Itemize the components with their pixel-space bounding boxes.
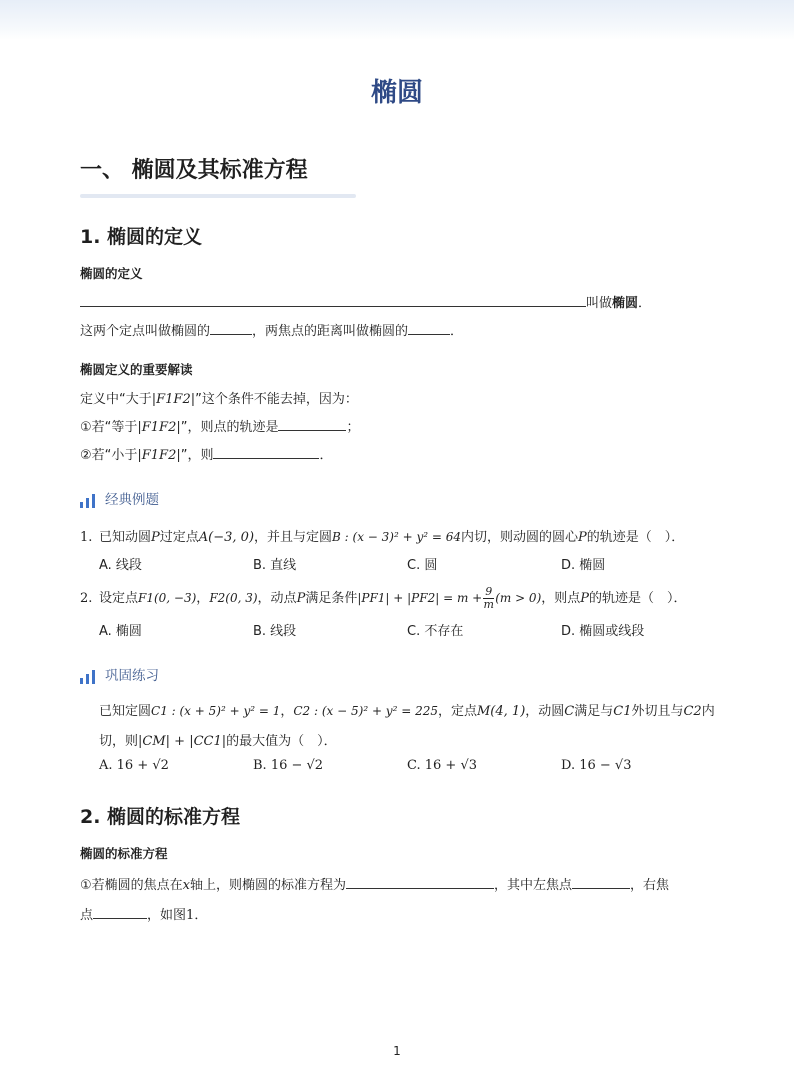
section-underline xyxy=(80,194,356,198)
text: 设定点 xyxy=(99,591,139,606)
examples-label xyxy=(80,488,159,508)
text: ，如图 xyxy=(147,908,187,923)
text: ． xyxy=(194,908,208,923)
math: P xyxy=(578,530,587,545)
text: ，并且与定圆 xyxy=(254,530,333,545)
math: M(4, 1) xyxy=(477,704,526,719)
text: ， xyxy=(280,704,294,719)
math: F2(0, 3) xyxy=(209,591,258,605)
text: ①若椭圆的焦点在 xyxy=(80,878,183,893)
text: ． xyxy=(638,296,652,311)
standard-equation-label: 椭圆的标准方程 xyxy=(80,846,168,861)
math: C xyxy=(564,704,575,719)
math: P xyxy=(151,530,160,545)
text: 内切，则动圆的圆心 xyxy=(461,530,579,545)
definition-label: 椭圆的定义 xyxy=(80,266,143,281)
math: x xyxy=(182,878,190,893)
math: |F1F2| xyxy=(137,448,181,463)
text: ， xyxy=(196,591,210,606)
text: ②若“小于 xyxy=(80,448,138,463)
option-c[interactable]: C. 16 + √3 xyxy=(407,758,478,773)
interpretation-line-2 xyxy=(80,416,360,435)
subsection-heading-standard-equation: 2. 椭圆的标准方程 xyxy=(80,806,241,828)
option-b[interactable]: B. 16 − √2 xyxy=(253,758,324,773)
definition-line-1 xyxy=(80,292,651,311)
text: ，定点 xyxy=(437,704,477,719)
answer-blank xyxy=(408,322,450,335)
math: |F1F2| xyxy=(151,392,196,407)
practice-question-line-1 xyxy=(99,700,715,719)
section-heading: 一、 椭圆及其标准方程 xyxy=(80,158,308,183)
math: B : (x − 3)² + y² = 64 xyxy=(332,530,462,544)
text: ①若“等于 xyxy=(80,420,138,435)
option-d[interactable]: D. 16 − √3 xyxy=(561,758,632,773)
text: 叫做 xyxy=(586,296,613,311)
math: C1 xyxy=(613,704,632,719)
text: 满足条件 xyxy=(305,591,358,606)
text: 已知动圆 xyxy=(99,530,152,545)
math: P xyxy=(296,591,306,606)
answer-blank xyxy=(278,418,346,431)
answer-blank xyxy=(572,876,630,889)
text: 这两个定点叫做椭圆的 xyxy=(80,324,211,339)
option-b[interactable]: B. 直线 xyxy=(253,558,297,573)
text: 定义中“大于 xyxy=(80,392,152,407)
interpretation-line-3 xyxy=(80,444,333,463)
interpretation-label: 椭圆定义的重要解读 xyxy=(80,362,193,377)
answer-blank xyxy=(93,906,147,919)
text: ． xyxy=(450,324,464,339)
math: |PF1| + |PF2| = m + xyxy=(357,591,483,605)
practice-label-text: 巩固练习 xyxy=(105,668,159,684)
text: ，则点 xyxy=(541,591,581,606)
text: 过定点 xyxy=(159,530,199,545)
math: (m > 0) xyxy=(495,591,542,605)
option-d[interactable]: D. 椭圆 xyxy=(561,558,606,573)
answer-blank xyxy=(80,294,586,307)
option-c[interactable]: C. 不存在 xyxy=(407,624,464,639)
math: C1 : (x + 5)² + y² = 1 xyxy=(151,704,281,718)
answer-blank xyxy=(210,322,252,335)
option-a[interactable]: A. 线段 xyxy=(99,558,142,573)
text: ，其中左焦点 xyxy=(494,878,573,893)
subsection-heading-definition: 1. 椭圆的定义 xyxy=(80,226,203,248)
text: 外切且与 xyxy=(631,704,684,719)
standard-equation-line-2 xyxy=(80,904,207,923)
option-a[interactable]: A. 椭圆 xyxy=(99,624,142,639)
text: 内 xyxy=(701,704,715,719)
question-number: 2. xyxy=(80,591,93,606)
text: ； xyxy=(346,420,360,435)
text: ”这个条件不能去掉，因为： xyxy=(195,392,358,407)
figure-ref: 1 xyxy=(186,908,195,923)
math: F1(0, −3) xyxy=(138,591,197,605)
standard-equation-line-1 xyxy=(80,874,669,893)
practice-label xyxy=(80,664,159,684)
question-1 xyxy=(80,526,684,545)
page-title: 椭圆 xyxy=(370,78,423,108)
text: 满足与 xyxy=(574,704,614,719)
text: 的最大值为（ ）． xyxy=(226,734,337,749)
bar-chart-icon xyxy=(80,670,95,684)
interpretation-line-1 xyxy=(80,388,358,407)
math: |F1F2| xyxy=(137,420,181,435)
page-number: 1 xyxy=(393,1044,401,1058)
text: 轴上，则椭圆的标准方程为 xyxy=(190,878,347,893)
text: 的轨迹是（ ）． xyxy=(586,530,685,545)
denominator: m xyxy=(483,598,494,611)
text: ． xyxy=(319,448,333,463)
text: 切，则 xyxy=(99,734,139,749)
practice-question-line-2 xyxy=(99,730,337,749)
text: ，动点 xyxy=(257,591,297,606)
page-header-band xyxy=(0,0,794,40)
numerator: 9 xyxy=(485,585,493,598)
text: ”，则点的轨迹是 xyxy=(180,420,279,435)
answer-blank xyxy=(346,876,494,889)
math: C2 : (x − 5)² + y² = 225 xyxy=(293,704,438,718)
definition-line-2 xyxy=(80,320,463,339)
text: ”，则 xyxy=(180,448,214,463)
option-c[interactable]: C. 圆 xyxy=(407,558,438,573)
question-2 xyxy=(80,586,687,611)
text: 已知定圆 xyxy=(99,704,152,719)
math: |CM| + |CC1| xyxy=(138,734,227,749)
text: ，右焦 xyxy=(630,878,670,893)
math: C2 xyxy=(683,704,702,719)
answer-blank xyxy=(213,446,319,459)
keyword: 椭圆 xyxy=(612,296,639,311)
bar-chart-icon xyxy=(80,494,95,508)
text: 的轨迹是（ ）． xyxy=(589,591,687,606)
math: A(−3, 0) xyxy=(198,530,255,545)
examples-label-text: 经典例题 xyxy=(105,492,159,508)
option-d[interactable]: D. 椭圆或线段 xyxy=(561,624,645,639)
question-number: 1. xyxy=(80,530,93,545)
option-b[interactable]: B. 线段 xyxy=(253,624,297,639)
text: ，两焦点的距离叫做椭圆的 xyxy=(252,324,409,339)
fraction xyxy=(483,586,494,611)
text: ，动圆 xyxy=(525,704,565,719)
option-a[interactable]: A. 16 + √2 xyxy=(99,758,169,773)
text: 点 xyxy=(80,908,94,923)
math: P xyxy=(580,591,590,606)
